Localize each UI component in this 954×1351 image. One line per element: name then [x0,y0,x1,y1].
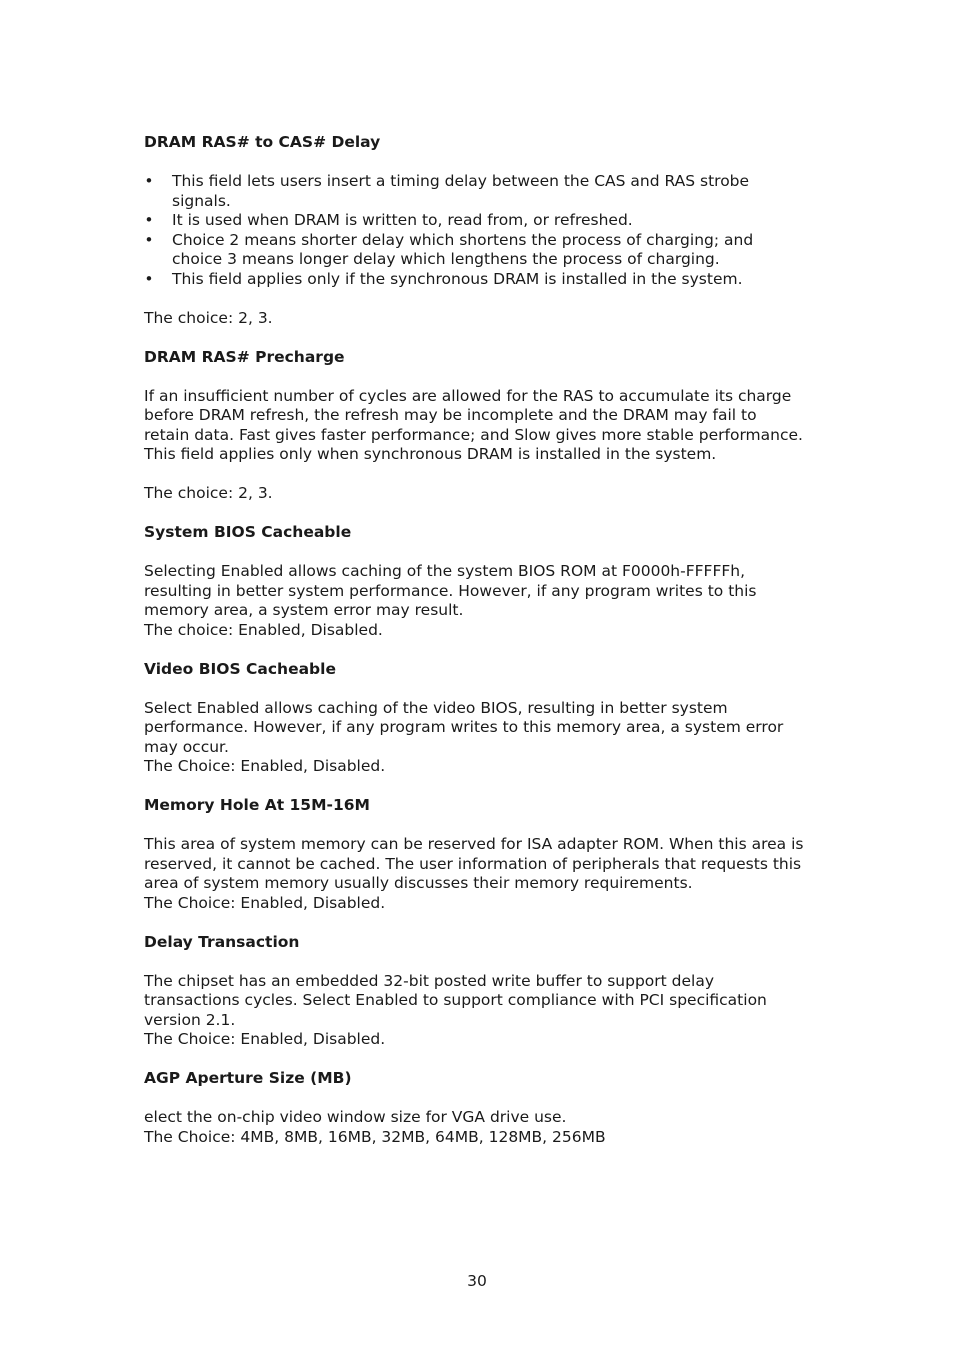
section-memory-hole [144,796,804,933]
bullet-icon: • [144,211,154,229]
choice-text: The choice: 2, 3. [144,484,273,502]
page-content [144,133,804,1147]
section-heading: Delay Transaction [144,932,300,951]
choice-text: The choice: Enabled, Disabled. [144,620,383,639]
bullet-item: • This field applies only if the synchronous DRAM is installed in the system. [144,269,743,288]
bullet-item: • Choice 2 means shorter delay which shortens the process of charging; and choice 3 means longer delay which lengthens the process of charging. [144,230,754,268]
section-heading: Video BIOS Cacheable [144,659,336,678]
choice-text: The Choice: 4MB, 8MB, 16MB, 32MB, 64MB, 128MB, 256MB [144,1127,606,1146]
section-body: This area of system memory can be reserved for ISA adapter ROM. When this area is reserved, it cannot be cached. The user information of peripherals that requests this area of system memory usually discusses their memory requirements. [144,835,804,892]
section-body: Select Enabled allows caching of the video BIOS, resulting in better system performance. However, if any program writes to this memory area, a system error may occur. [144,698,784,756]
section-body: The chipset has an embedded 32-bit posted write buffer to support delay transactions cycles. Select Enabled to support compliance with PCI specification version 2.1. [144,971,767,1029]
choice-text: The Choice: Enabled, Disabled. [144,893,386,912]
choice-text: The choice: 2, 3. [144,308,273,327]
section-heading: System BIOS Cacheable [144,523,352,541]
section-body: elect the on-chip video window size for VGA drive use. [144,1108,567,1126]
section-system-bios-cacheable [144,523,804,660]
section-heading: DRAM RAS# Precharge [144,347,345,366]
section-agp-aperture-size [144,1069,804,1147]
bullet-item: • It is used when DRAM is written to, read from, or refreshed. [144,211,633,229]
choice-text: The Choice: Enabled, Disabled. [144,1030,386,1048]
choice-text: The Choice: Enabled, Disabled. [144,757,386,775]
section-heading: Memory Hole At 15M-16M [144,796,370,814]
section-ras-to-cas-delay [144,133,804,348]
section-body: Selecting Enabled allows caching of the system BIOS ROM at F0000h-FFFFFh, resulting in better system performance. However, if any program writes to this memory area, a system error may result. [144,562,757,619]
section-ras-precharge [144,348,804,524]
bullet-list [144,172,804,289]
section-video-bios-cacheable [144,660,804,797]
bullet-icon: • [144,172,154,190]
bullet-icon: • [144,269,154,288]
bullet-item: • This field lets users insert a timing delay between the CAS and RAS strobe signals. [144,172,750,210]
section-heading: DRAM RAS# to CAS# Delay [144,133,381,151]
bullet-icon: • [144,230,154,249]
section-body: If an insufficient number of cycles are allowed for the RAS to accumulate its charge before DRAM refresh, the refresh may be incomplete and the DRAM may fail to retain data. Fast gives faster performance; and Slow gives more stable performance. This field applies only when synchronous DRAM is installed in the system. [144,386,803,463]
section-delay-transaction [144,933,804,1070]
page-number: 30 [467,1272,487,1290]
section-heading: AGP Aperture Size (MB) [144,1069,352,1087]
